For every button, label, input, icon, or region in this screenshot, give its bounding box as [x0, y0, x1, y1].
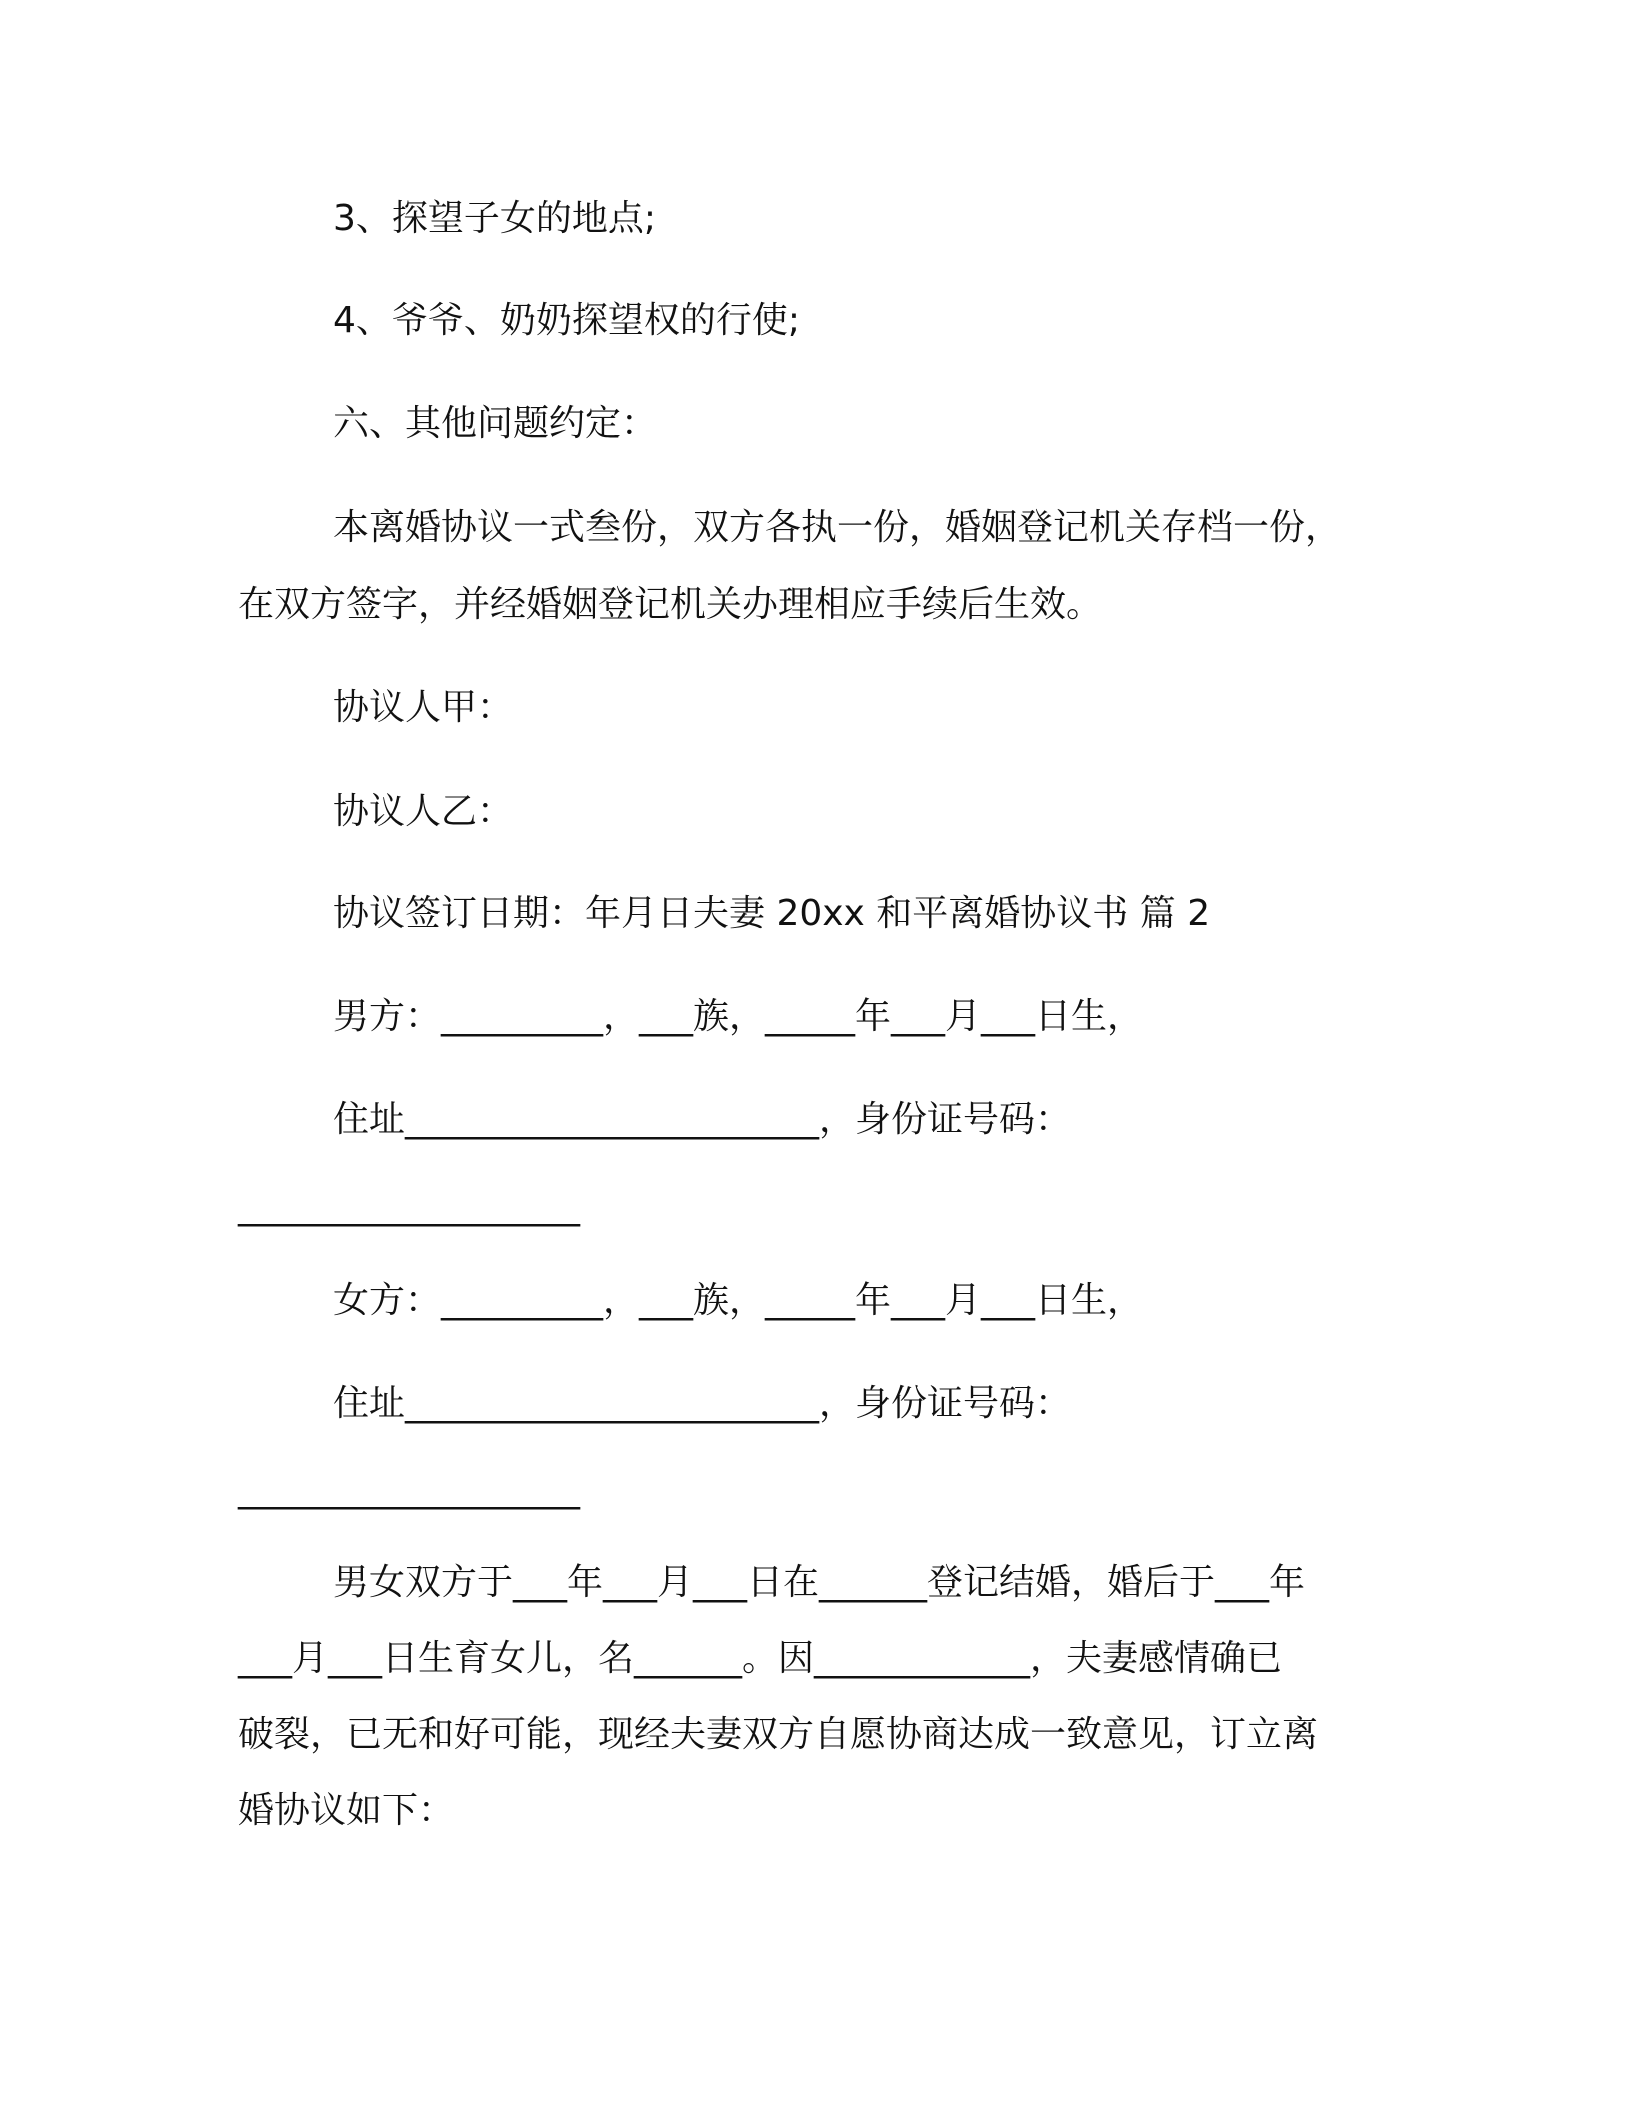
- item-visit-location: 3、探望子女的地点;: [333, 198, 657, 239]
- section-other-matters-heading: 六、其他问题约定：: [333, 403, 658, 444]
- marriage-paragraph-line-4: 婚协议如下：: [238, 1790, 455, 1831]
- marriage-paragraph-line-2: ___月___日生育女儿，名______。因____________，夫妻感情确已: [238, 1638, 1283, 1679]
- male-address-id-line: 住址_______________________，身份证号码：: [333, 1099, 1072, 1140]
- paragraph-copies-line-1: 本离婚协议一式叁份，双方各执一份，婚姻登记机关存档一份，: [333, 507, 1342, 548]
- female-party-info: 女方：_________，___族，_____年___月___日生，: [333, 1280, 1144, 1321]
- item-grandparents-visitation: 4、爷爷、奶奶探望权的行使;: [333, 300, 801, 341]
- party-a-signature-label: 协议人甲：: [333, 687, 514, 728]
- male-id-blank: ___________________: [238, 1186, 580, 1227]
- male-party-info: 男方：_________，___族，_____年___月___日生，: [333, 996, 1144, 1037]
- party-b-signature-label: 协议人乙：: [333, 791, 514, 832]
- paragraph-copies-line-2: 在双方签字，并经婚姻登记机关办理相应手续后生效。: [238, 584, 1103, 625]
- signing-date-and-next-title: 协议签订日期：年月日夫妻 20xx 和平离婚协议书 篇 2: [333, 893, 1211, 934]
- female-address-id-line: 住址_______________________，身份证号码：: [333, 1383, 1072, 1424]
- female-id-blank: ___________________: [238, 1469, 580, 1510]
- marriage-paragraph-line-1: 男女双方于___年___月___日在______登记结婚，婚后于___年: [333, 1562, 1306, 1603]
- marriage-paragraph-line-3: 破裂，已无和好可能，现经夫妻双方自愿协商达成一致意见，订立离: [238, 1714, 1319, 1755]
